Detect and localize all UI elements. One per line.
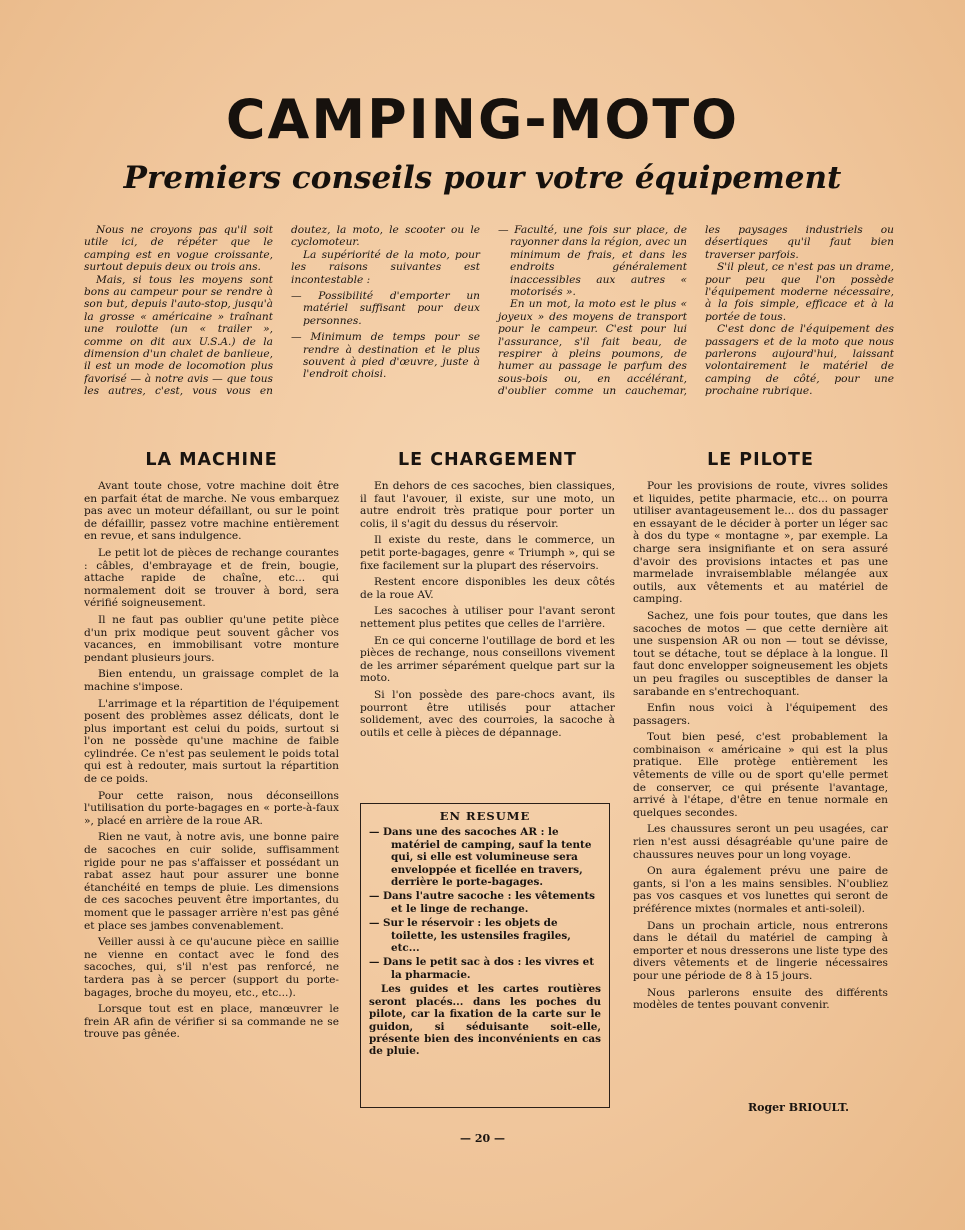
article-subtitle: Premiers conseils pour votre équipement bbox=[123, 160, 842, 196]
body-paragraph: Sachez, une fois pour toutes, que dans les sacoches de motos — que cette dernière ait une suspension AR ou non — tout se dévisse, tout se détache, tout se déplace à la longue. Il faut donc envelopper soigneusement les objets un peu fragiles ou susceptibles de danser la sarabande en s'entrechoquant. bbox=[633, 609, 888, 698]
body-paragraph: Dans un prochain article, nous entrerons dans le détail du matériel de camping à emporter et nous dresserons une liste type des divers vêtements et de lingerie nécessaires pour une période de 8 à 15 jours. bbox=[633, 919, 888, 982]
column-chargement bbox=[360, 480, 615, 800]
summary-box bbox=[360, 803, 610, 1108]
summary-closing: Les guides et les cartes routières seront placés... dans les poches du pilote, car la fixation de la carte sur le guidon, si séduisante soit-elle, présente bien des inconvénients en cas de pluie. bbox=[369, 983, 601, 1058]
summary-item: — Dans une des sacoches AR : le matériel de camping, sauf la tente qui, si elle est volumineuse sera enveloppée et ficellée en travers, derrière le porte-bagages. bbox=[369, 826, 592, 889]
intro-paragraph: Mais, si tous les moyens sont bons au campeur pour se rendre à son but, depuis l'auto-stop, jusqu'à la grosse « américaine » traînant une roulotte (un « trailer », comme on dit aux U.S.A.) de la dimension d'un chalet de banlieue, il est un mode de locomotion plus favorisé — à notre avis — que tous les autres, c'est, vous vous en doutez, la moto, le scooter ou le cyclomoteur. bbox=[84, 224, 480, 398]
body-paragraph: Avant toute chose, votre machine doit être en parfait état de marche. Ne vous embarquez pas avec un moteur défaillant, ou sur le point de défaillir, passez votre machine entièrement en revue, et sans indulgence. bbox=[84, 480, 339, 543]
body-paragraph: Si l'on possède des pare-chocs avant, ils pourront être utilisés pour attacher solidement, avec des courroies, la sacoche à outils et celle à pièces de dépannage. bbox=[360, 688, 615, 739]
intro-dash-item: — Faculté, une fois sur place, de rayonner dans la région, avec un minimum de frais, et dans les endroits généralement inaccessibles aux autres « motorisés ». bbox=[498, 224, 687, 299]
intro-paragraph: La supériorité de la moto, pour les raisons suivantes est incontestable : bbox=[291, 248, 480, 286]
body-paragraph: Lorsque tout est en place, manœuvrer le frein AR afin de vérifier si sa commande ne se trouve pas gênée. bbox=[84, 1003, 339, 1041]
summary-item: — Dans le petit sac à dos : les vivres et la pharmacie. bbox=[369, 956, 594, 981]
heading-machine: LA MACHINE bbox=[145, 450, 278, 470]
summary-item: — Sur le réservoir : les objets de toilette, les ustensiles fragiles, etc... bbox=[369, 917, 571, 955]
body-paragraph: Les sacoches à utiliser pour l'avant seront nettement plus petites que celles de l'arrière. bbox=[360, 605, 615, 630]
intro-text bbox=[84, 224, 894, 424]
intro-dash-item: — Possibilité d'emporter un matériel suffisant pour deux personnes. bbox=[291, 290, 480, 327]
body-paragraph: Le petit lot de pièces de rechange courantes : câbles, d'embrayage et de frein, bougie, attache rapide de chaîne, etc... qui normalement doit se trouver à bord, sera vérifié soigneusement. bbox=[84, 546, 339, 610]
body-paragraph: On aura également prévu une paire de gants, si l'on a les mains sensibles. N'oubliez pas vos casques et vos lunettes qui seront de préférence mixtes (normales et anti-soleil). bbox=[633, 865, 888, 915]
body-paragraph: Enfin nous voici à l'équipement des passagers. bbox=[633, 702, 888, 727]
intro-paragraph: S'il pleut, ce n'est pas un drame, pour peu que l'on possède l'équipement moderne nécessaire, à la fois simple, efficace et à la portée de tous. bbox=[705, 261, 894, 323]
intro-paragraph: Nous ne croyons pas qu'il soit utile ici, de répéter que le camping est en vogue croissante, surtout depuis deux ou trois ans. bbox=[84, 224, 273, 274]
author-signature: Roger BRIOULT. bbox=[748, 1101, 849, 1114]
column-pilote bbox=[633, 480, 888, 1120]
body-paragraph: Il existe du reste, dans le commerce, un petit porte-bagages, genre « Triumph », qui se fixe facilement sur la plupart des réservoirs. bbox=[360, 534, 615, 572]
body-paragraph: Restent encore disponibles les deux côtés de la roue AV. bbox=[360, 576, 615, 601]
body-paragraph: L'arrimage et la répartition de l'équipement posent des problèmes assez délicats, dont le plus important est celui du poids, surtout si l'on ne possède qu'une machine de faible cylindrée. Ce n'est pas seulement le poids total qui est à redouter, mais surtout la répartition de ce poids. bbox=[84, 697, 339, 786]
body-paragraph: Les chaussures seront un peu usagées, car rien n'est aussi désagréable qu'une paire de chaussures neuves pour un long voyage. bbox=[633, 823, 888, 861]
body-paragraph: Tout bien pesé, c'est probablement la combinaison « américaine » qui est la plus pratique. Elle protège entièrement les vêtements de ville ou de sport qu'elle permet de conserver, ce qui présente l'avantage, arrivé à l'étape, d'être en tenue normale en quelques secondes. bbox=[633, 731, 888, 819]
body-paragraph: Rien ne vaut, à notre avis, une bonne paire de sacoches en cuir solide, suffisamment rigide pour ne pas s'affaisser et possédant un rabat assez haut pour assurer une bonne étanchéité en temps de pluie. Les dimensions de ces sacoches peuvent être importantes, du moment que le passager arrière n'est pas gêné et place ses jambes convenablement. bbox=[84, 831, 339, 932]
body-paragraph: Bien entendu, un graissage complet de la machine s'impose. bbox=[84, 668, 339, 693]
body-paragraph: En ce qui concerne l'outillage de bord et les pièces de rechange, nous conseillons vivement de les arrimer séparément quelque part sur la moto. bbox=[360, 634, 615, 685]
body-paragraph: Veiller aussi à ce qu'aucune pièce en saillie ne vienne en contact avec le fond des sacoches, qui, s'il n'est pas renforcé, ne tardera pas à se percer (support du porte-bagages, broche du moyeu, etc., etc...). bbox=[84, 936, 339, 999]
body-paragraph: En dehors de ces sacoches, bien classiques, il faut l'avouer, il existe, sur une moto, un autre endroit très pratique pour porter un colis, il s'agit du dessus du réservoir. bbox=[360, 480, 615, 530]
column-machine bbox=[84, 480, 339, 1120]
summary-list bbox=[369, 826, 601, 981]
summary-heading: EN RESUME bbox=[439, 809, 531, 823]
body-paragraph: Pour cette raison, nous déconseillons l'utilisation du porte-bagages en « porte-à-faux », placé en arrière de la roue AR. bbox=[84, 789, 339, 827]
article-title: CAMPING-MOTO bbox=[225, 88, 740, 151]
intro-paragraph: C'est donc de l'équipement des passagers et de la moto que nous parlerons aujourd'hui, laissant volontairement le matériel de camping de côté, pour une prochaine rubrique. bbox=[705, 323, 894, 398]
intro-dash-item: — Minimum de temps pour se rendre à destination et le plus souvent à pied d'œuvre, juste à l'endroit choisi. bbox=[291, 331, 480, 381]
body-paragraph: Nous parlerons ensuite des différents modèles de tentes pouvant convenir. bbox=[633, 986, 888, 1012]
heading-pilote: LE PILOTE bbox=[707, 450, 814, 470]
page-number: — 20 — bbox=[460, 1132, 505, 1145]
body-paragraph: Pour les provisions de route, vivres solides et liquides, petite pharmacie, etc... on pourra utiliser avantageusement le... dos du passager en essayant de le décider à porter un léger sac à dos du type « montagne », par exemple. La charge sera insignifiante et on sera assuré d'avoir des provisions intactes et pas une marmelade invraisemblable mélangée aux outils, aux vêtements et au matériel de camping. bbox=[633, 480, 888, 606]
heading-chargement: LE CHARGEMENT bbox=[398, 450, 577, 470]
body-paragraph: Il ne faut pas oublier qu'une petite pièce d'un prix modique peut souvent gâcher vos vacances, en immobilisant votre monture pendant plusieurs jours. bbox=[84, 613, 339, 664]
summary-item: — Dans l'autre sacoche : les vêtements et le linge de rechange. bbox=[369, 890, 595, 915]
intro-paragraph: En un mot, la moto est le plus « joyeux » des moyens de transport pour le campeur. C'est pour lui l'assurance, s'il fait beau, de respirer à pleins poumons, de humer au passage le parfum des sous-bois ou, en accélérant, d'oublier comme un cauchemar, les paysages industriels ou désertiques qu'il faut bien traverser parfois. bbox=[498, 224, 894, 398]
